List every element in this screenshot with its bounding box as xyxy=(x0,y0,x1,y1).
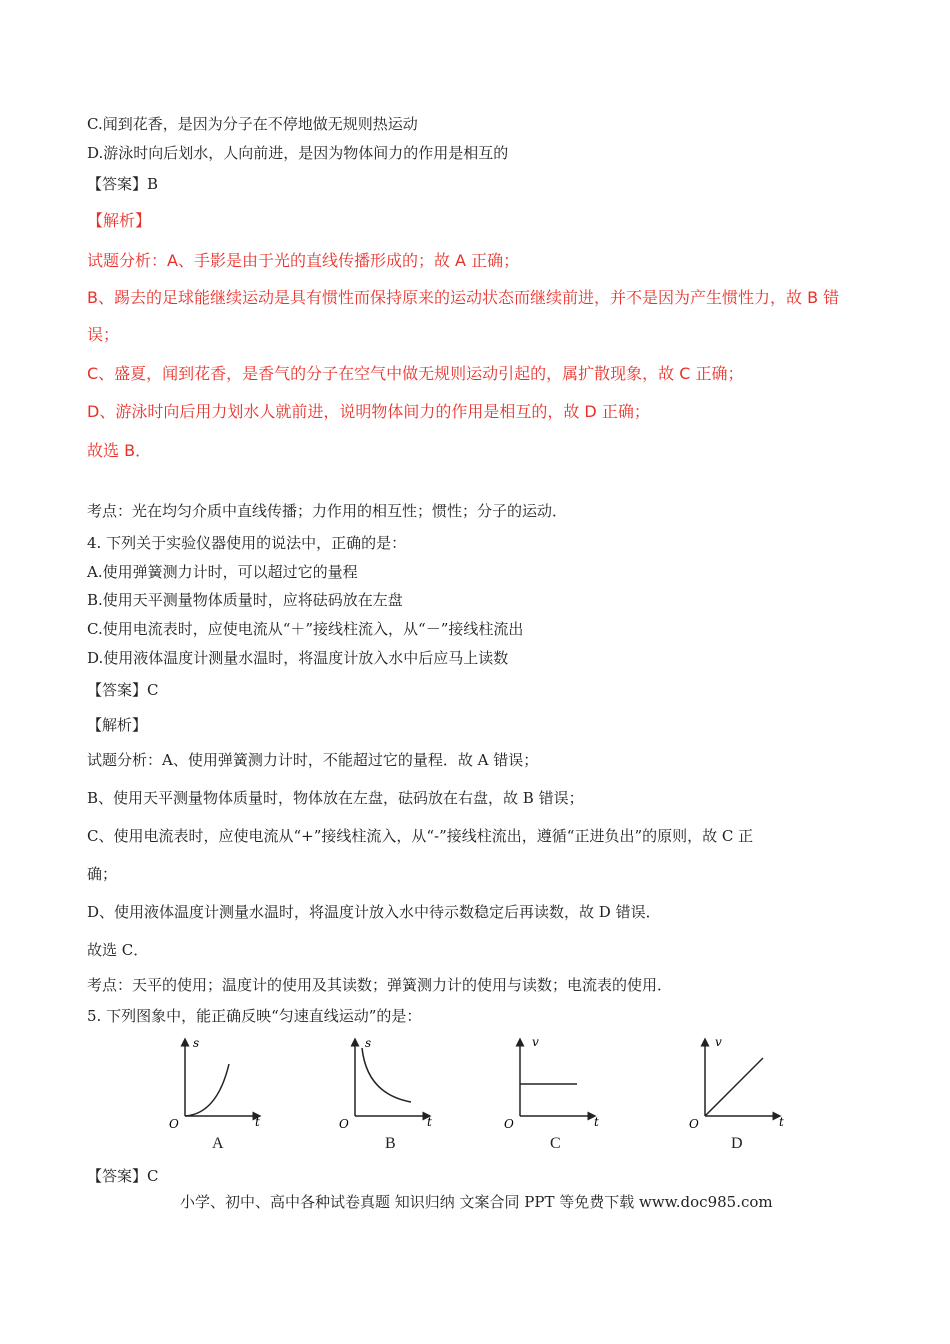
key-points-q4: 考点：天平的使用；温度计的使用及其读数；弹簧测力计的使用与读数；电流表的使用． xyxy=(87,976,673,994)
graph-d xyxy=(685,1036,795,1136)
x-axis-label: t xyxy=(255,1115,260,1129)
analysis-line: D、游泳时向后用力划水人就前进，说明物体间力的作用是相互的，故 D 正确； xyxy=(87,402,650,421)
graph-a xyxy=(165,1036,275,1136)
graph-label-a: A xyxy=(212,1135,224,1152)
answer-q5: 【答案】C xyxy=(87,1167,159,1185)
analysis-line: D、使用液体温度计测量水温时，将温度计放入水中待示数稳定后再读数，故 D 错误． xyxy=(87,903,661,921)
origin-label: O xyxy=(504,1117,514,1131)
graph-b xyxy=(335,1036,445,1136)
origin-label: O xyxy=(169,1117,179,1131)
analysis-line: B、踢去的足球能继续运动是具有惯性而保持原来的运动状态而继续前进，并不是因为产生惯性力，故 B 错 xyxy=(87,288,840,307)
option-a: A.使用弹簧测力计时，可以超过它的量程 xyxy=(87,563,358,581)
answer-q4: 【答案】C xyxy=(87,681,159,699)
y-axis-label: v xyxy=(532,1036,539,1049)
analysis-line: C、使用电流表时，应使电流从“+”接线柱流入，从“-”接线柱流出，遵循“正进负出”的原则，故 C 正 xyxy=(87,827,754,845)
page-footer: 小学、初中、高中各种试卷真题 知识归纳 文案合同 PPT 等免费下载 www.doc985.com xyxy=(180,1193,773,1211)
answer-q3: 【答案】B xyxy=(87,175,159,193)
x-axis-label: t xyxy=(779,1115,784,1129)
analysis-conclusion: 故选 B． xyxy=(87,441,152,460)
line-1: C.闻到花香，是因为分子在不停地做无规则热运动 xyxy=(87,115,418,133)
analysis-line: B、使用天平测量物体质量时，物体放在左盘，砝码放在右盘，故 B 错误； xyxy=(87,789,584,807)
analysis-heading-q3: 【解析】 xyxy=(87,211,152,230)
x-axis-label: t xyxy=(427,1115,432,1129)
analysis-line: C、盛夏，闻到花香，是香气的分子在空气中做无规则运动引起的，属扩散现象，故 C 正确； xyxy=(87,364,744,383)
question-4: 4. 下列关于实验仪器使用的说法中，正确的是： xyxy=(87,534,407,552)
analysis-heading-q4: 【解析】 xyxy=(87,716,148,734)
question-5: 5. 下列图象中，能正确反映“匀速直线运动”的是： xyxy=(87,1007,422,1025)
y-axis-label: s xyxy=(365,1036,372,1050)
analysis-line: 试题分析：A、手影是由于光的直线传播形成的；故 A 正确； xyxy=(87,251,520,270)
line-2: D.游泳时向后划水，人向前进，是因为物体间力的作用是相互的 xyxy=(87,144,509,162)
analysis-line: 误； xyxy=(87,325,120,344)
analysis-conclusion: 故选 C． xyxy=(87,941,149,959)
analysis-line: 确； xyxy=(87,865,118,883)
graph-label-b: B xyxy=(385,1135,396,1152)
option-b: B.使用天平测量物体质量时，应将砝码放在左盘 xyxy=(87,591,403,609)
key-points-q3: 考点：光在均匀介质中直线传播；力作用的相互性；惯性；分子的运动． xyxy=(87,502,568,520)
y-axis-label: s xyxy=(193,1036,200,1050)
option-c: C.使用电流表时，应使电流从“＋”接线柱流入，从“－”接线柱流出 xyxy=(87,620,524,638)
origin-label: O xyxy=(339,1117,349,1131)
origin-label: O xyxy=(689,1117,699,1131)
option-d: D.使用液体温度计测量水温时，将温度计放入水中后应马上读数 xyxy=(87,649,509,667)
y-axis-label: v xyxy=(715,1036,722,1049)
x-axis-label: t xyxy=(594,1115,599,1129)
analysis-line: 试题分析：A、使用弹簧测力计时，不能超过它的量程．故 A 错误； xyxy=(87,751,539,769)
graph-label-c: C xyxy=(550,1135,561,1152)
graph-label-d: D xyxy=(731,1135,743,1152)
graph-c xyxy=(500,1036,610,1136)
